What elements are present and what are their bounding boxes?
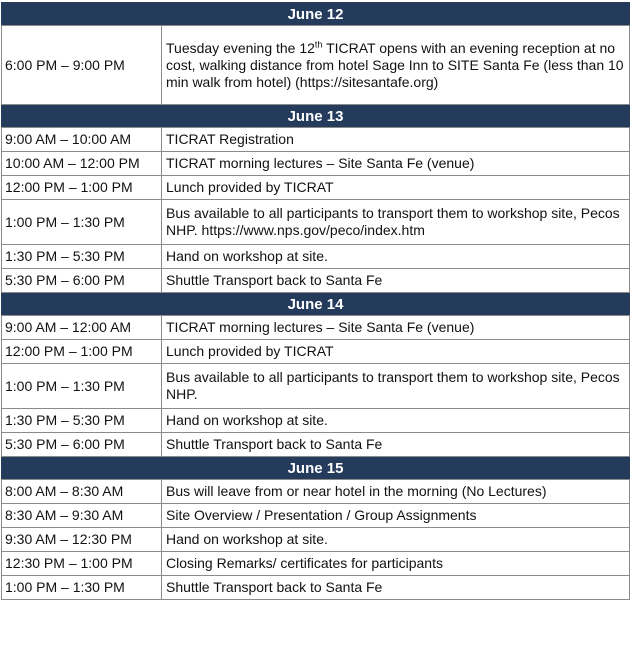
description-cell: [162, 26, 630, 105]
time-cell: 5:30 PM – 6:00 PM: [2, 269, 162, 293]
time-cell: 12:30 PM – 1:00 PM: [2, 552, 162, 576]
description-cell: Bus will leave from or near hotel in the morning (No Lectures): [162, 480, 630, 504]
time-cell: 1:30 PM – 5:30 PM: [2, 245, 162, 269]
schedule-row: [2, 152, 630, 176]
ordinal-suffix: th: [314, 38, 323, 49]
schedule-row: [2, 409, 630, 433]
description-text: TICRAT opens with an evening reception at no cost, walking distance from hotel Sage Inn to SITE Santa Fe (less than 10 min walk from hotel) (https://sitesantafe.org): [166, 39, 624, 90]
day-header-row: [2, 3, 630, 26]
time-cell: 9:00 AM – 12:00 AM: [2, 316, 162, 340]
schedule-table: [1, 2, 630, 600]
time-cell: 12:00 PM – 1:00 PM: [2, 176, 162, 200]
schedule-row: [2, 480, 630, 504]
time-cell: 1:00 PM – 1:30 PM: [2, 576, 162, 600]
description-cell: Hand on workshop at site.: [162, 528, 630, 552]
schedule-row: [2, 528, 630, 552]
time-cell: 8:30 AM – 9:30 AM: [2, 504, 162, 528]
description-cell: Shuttle Transport back to Santa Fe: [162, 269, 630, 293]
time-cell: 6:00 PM – 9:00 PM: [2, 26, 162, 105]
time-cell: 9:30 AM – 12:30 PM: [2, 528, 162, 552]
schedule-row: [2, 26, 630, 105]
schedule-row: [2, 364, 630, 409]
schedule-row: [2, 552, 630, 576]
schedule-row: [2, 176, 630, 200]
schedule-row: [2, 433, 630, 457]
schedule-row: [2, 245, 630, 269]
description-cell: Bus available to all participants to transport them to workshop site, Pecos NHP.: [162, 364, 630, 409]
description-cell: Lunch provided by TICRAT: [162, 176, 630, 200]
description-cell: Shuttle Transport back to Santa Fe: [162, 576, 630, 600]
description-cell: Hand on workshop at site.: [162, 245, 630, 269]
time-cell: 1:00 PM – 1:30 PM: [2, 200, 162, 245]
schedule-row: [2, 128, 630, 152]
description-cell: Shuttle Transport back to Santa Fe: [162, 433, 630, 457]
time-cell: 12:00 PM – 1:00 PM: [2, 340, 162, 364]
time-cell: 5:30 PM – 6:00 PM: [2, 433, 162, 457]
description-cell: Site Overview / Presentation / Group Assignments: [162, 504, 630, 528]
description-cell: Hand on workshop at site.: [162, 409, 630, 433]
description-cell: TICRAT morning lectures – Site Santa Fe (venue): [162, 316, 630, 340]
day-heading: June 12: [2, 3, 630, 26]
day-header-row: [2, 105, 630, 128]
day-heading: June 15: [2, 457, 630, 480]
description-cell: Closing Remarks/ certificates for participants: [162, 552, 630, 576]
description-cell: Bus available to all participants to transport them to workshop site, Pecos NHP. https://www.nps.gov/peco/index.htm: [162, 200, 630, 245]
day-heading: June 13: [2, 105, 630, 128]
description-text: Tuesday evening the 12: [166, 39, 315, 56]
time-cell: 8:00 AM – 8:30 AM: [2, 480, 162, 504]
schedule-row: [2, 269, 630, 293]
schedule-row: [2, 200, 630, 245]
description-cell: Lunch provided by TICRAT: [162, 340, 630, 364]
description-cell: TICRAT Registration: [162, 128, 630, 152]
day-header-row: [2, 457, 630, 480]
time-cell: 9:00 AM – 10:00 AM: [2, 128, 162, 152]
time-cell: 1:30 PM – 5:30 PM: [2, 409, 162, 433]
schedule-row: [2, 504, 630, 528]
schedule-row: [2, 316, 630, 340]
day-header-row: [2, 293, 630, 316]
description-cell: TICRAT morning lectures – Site Santa Fe (venue): [162, 152, 630, 176]
time-cell: 1:00 PM – 1:30 PM: [2, 364, 162, 409]
schedule-row: [2, 576, 630, 600]
time-cell: 10:00 AM – 12:00 PM: [2, 152, 162, 176]
schedule-row: [2, 340, 630, 364]
day-heading: June 14: [2, 293, 630, 316]
